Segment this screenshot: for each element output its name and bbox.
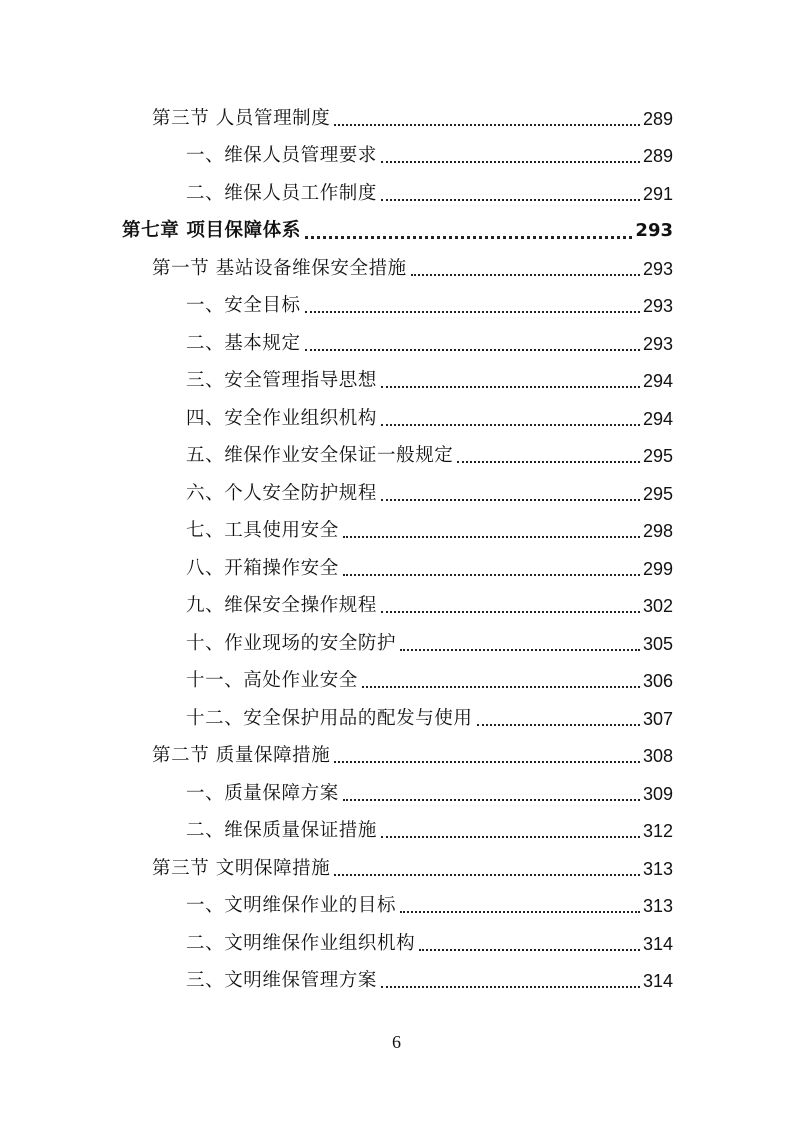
toc-subsection-entry[interactable] [0, 325, 793, 363]
toc-entry-title: 第一节 基站设备维保安全措施 [152, 257, 407, 279]
toc-entry-title: 第七章 项目保障体系 [122, 220, 301, 241]
toc-entry-title: 二、文明维保作业组织机构 [186, 932, 416, 954]
toc-subsection-entry[interactable] [0, 550, 793, 588]
toc-entry-title: 二、基本规定 [186, 332, 301, 354]
toc-entry-title: 一、质量保障方案 [186, 782, 339, 804]
toc-entry-page-number: 294 [642, 408, 673, 429]
dot-leader [381, 386, 640, 388]
toc-section-entry[interactable] [0, 250, 793, 288]
toc-entry-page-number: 298 [642, 521, 673, 542]
toc-subsection-entry[interactable] [0, 700, 793, 738]
toc-subsection-entry[interactable] [0, 813, 793, 851]
toc-subsection-entry[interactable] [0, 175, 793, 213]
dot-leader [477, 724, 640, 726]
toc-entry-page-number: 289 [642, 108, 673, 129]
toc-entry-page-number: 308 [642, 746, 673, 767]
dot-leader [343, 574, 640, 576]
toc-entry-title: 第三节 文明保障措施 [152, 857, 331, 879]
toc-subsection-entry[interactable] [0, 775, 793, 813]
dot-leader [400, 911, 640, 913]
dot-leader [457, 461, 640, 463]
toc-entry-title: 四、安全作业组织机构 [186, 407, 378, 429]
toc-entry-title: 一、维保人员管理要求 [186, 145, 378, 166]
dot-leader [400, 649, 640, 651]
dot-leader [381, 161, 640, 163]
toc-subsection-entry[interactable] [0, 363, 793, 401]
dot-leader [343, 536, 640, 538]
toc-subsection-entry[interactable] [0, 475, 793, 513]
dot-leader [381, 199, 640, 201]
toc-entry-title: 二、维保人员工作制度 [186, 182, 378, 204]
toc-subsection-entry[interactable] [0, 963, 793, 1001]
toc-subsection-entry[interactable] [0, 288, 793, 326]
toc-subsection-entry[interactable] [0, 625, 793, 663]
toc-entry-page-number: 312 [642, 821, 673, 842]
toc-entry-title: 一、安全目标 [186, 295, 301, 316]
toc-subsection-entry[interactable] [0, 925, 793, 963]
toc-entry-title: 十一、高处作业安全 [186, 670, 358, 691]
toc-subsection-entry[interactable] [0, 588, 793, 626]
dot-leader [343, 799, 640, 801]
page-number: 6 [392, 1032, 401, 1052]
toc-entry-title: 二、维保质量保证措施 [186, 820, 378, 841]
toc-entry-page-number: 289 [642, 146, 673, 167]
dot-leader [381, 836, 640, 838]
toc-subsection-entry[interactable] [0, 663, 793, 701]
toc-entry-page-number: 313 [642, 896, 673, 917]
toc-entry-title: 六、个人安全防护规程 [186, 482, 378, 504]
toc-entry-page-number: 293 [642, 296, 673, 317]
toc-entry-page-number: 302 [642, 596, 673, 617]
toc-entry-title: 九、维保安全操作规程 [186, 595, 378, 616]
toc-entry-page-number: 306 [642, 671, 673, 692]
toc-entry-page-number: 309 [642, 783, 673, 804]
toc-entry-page-number: 313 [642, 858, 673, 879]
toc-entry-page-number: 314 [642, 933, 673, 954]
dot-leader [305, 311, 640, 313]
toc-entry-page-number: 293 [642, 333, 673, 354]
dot-leader [381, 499, 640, 501]
dot-leader [381, 986, 640, 988]
toc-chapter-entry[interactable] [0, 213, 793, 251]
toc-entry-title: 第三节 人员管理制度 [152, 107, 331, 129]
toc-section-entry[interactable] [0, 738, 793, 776]
toc-entry-page-number: 293 [642, 258, 673, 279]
toc-subsection-entry[interactable] [0, 400, 793, 438]
toc-section-entry[interactable] [0, 100, 793, 138]
dot-leader [419, 949, 640, 951]
toc-entry-page-number: 294 [642, 371, 673, 392]
toc-entry-page-number: 299 [642, 558, 673, 579]
dot-leader [411, 274, 640, 276]
toc-entry-page-number: 305 [642, 633, 673, 654]
toc-subsection-entry[interactable] [0, 138, 793, 176]
toc-entry-title: 八、开箱操作安全 [186, 557, 339, 579]
dot-leader [334, 124, 640, 126]
toc-subsection-entry[interactable] [0, 438, 793, 476]
dot-leader [362, 686, 640, 688]
toc-subsection-entry[interactable] [0, 513, 793, 551]
toc-entry-title: 十二、安全保护用品的配发与使用 [186, 707, 473, 729]
dot-leader [381, 424, 640, 426]
toc-entry-page-number: 307 [642, 708, 673, 729]
toc-entry-page-number: 295 [642, 446, 673, 467]
toc-entry-page-number: 291 [642, 183, 673, 204]
toc-subsection-entry[interactable] [0, 888, 793, 926]
toc-entry-title: 十、作业现场的安全防护 [186, 632, 397, 654]
toc-entry-page-number: 314 [642, 971, 673, 992]
table-of-contents [0, 100, 793, 1000]
toc-entry-title: 三、安全管理指导思想 [186, 370, 378, 391]
dot-leader [305, 236, 632, 239]
dot-leader [334, 761, 640, 763]
toc-entry-title: 第二节 质量保障措施 [152, 745, 331, 766]
toc-entry-page-number: 293 [635, 220, 673, 242]
dot-leader [381, 611, 640, 613]
toc-entry-title: 三、文明维保管理方案 [186, 970, 378, 991]
dot-leader [334, 874, 640, 876]
toc-entry-title: 五、维保作业安全保证一般规定 [186, 445, 454, 466]
toc-section-entry[interactable] [0, 850, 793, 888]
toc-entry-title: 一、文明维保作业的目标 [186, 895, 397, 916]
dot-leader [305, 349, 640, 351]
toc-entry-page-number: 295 [642, 483, 673, 504]
toc-entry-title: 七、工具使用安全 [186, 520, 339, 541]
